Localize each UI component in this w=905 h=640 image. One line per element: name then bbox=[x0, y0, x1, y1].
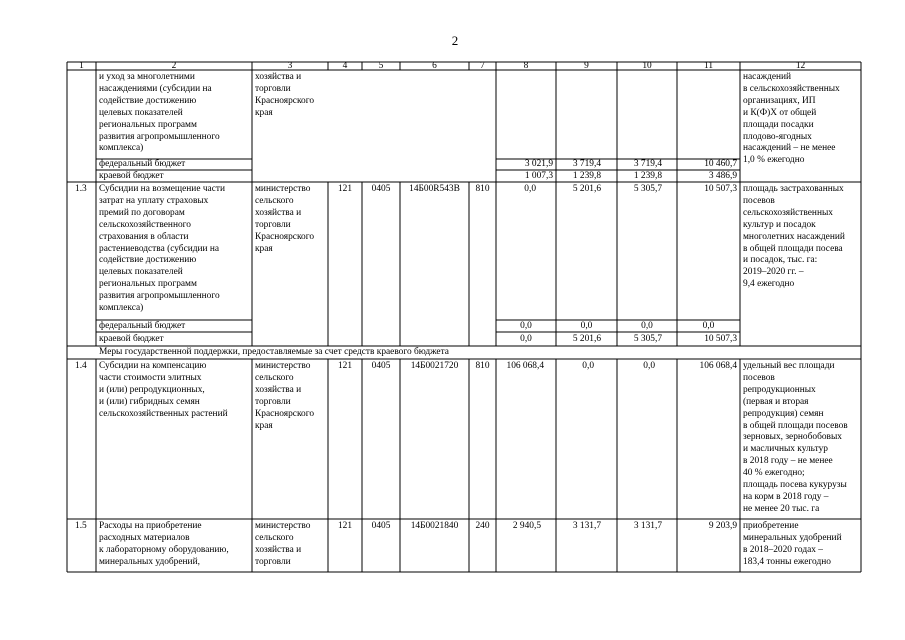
vr-code: 240 bbox=[475, 521, 490, 531]
program-name: Субсидии на компенсацию части стоимости элитных и (или) репродукционных, и (или) гибридных семян сельскохозяйственных растений bbox=[99, 361, 228, 419]
federal-2019: 0,0 bbox=[520, 321, 532, 331]
regional-2019: 0,0 bbox=[520, 334, 532, 344]
column-number: 11 bbox=[703, 61, 714, 71]
column-number: 5 bbox=[378, 61, 384, 71]
amount-2019: 2 940,5 bbox=[512, 521, 541, 531]
responsible-agency: министерство сельского хозяйства и торговли Красноярского края bbox=[255, 361, 315, 431]
column-number: 2 bbox=[171, 61, 177, 71]
regional-budget-label: краевой бюджет bbox=[99, 171, 164, 181]
amount-total: 106 068,4 bbox=[699, 361, 737, 371]
row-number: 1.4 bbox=[75, 361, 87, 371]
federal-2020: 0,0 bbox=[580, 321, 593, 331]
responsible-agency: министерство сельского хозяйства и торговли bbox=[255, 521, 311, 567]
amount-total: 10 507,3 bbox=[704, 184, 737, 194]
responsible-agency: министерство сельского хозяйства и торговли Красноярского края bbox=[255, 184, 315, 254]
federal-2021: 3 719,4 bbox=[633, 159, 662, 169]
federal-2020: 3 719,4 bbox=[572, 159, 601, 169]
program-name: и уход за многолетними насаждениями (субсидии на содействие достижению целевых показателей региональных программ развития агропромышленного комплекса) bbox=[99, 72, 220, 154]
regional-2020: 5 201,6 bbox=[572, 334, 601, 344]
regional-total: 3 486,9 bbox=[708, 171, 737, 181]
regional-2021: 1 239,8 bbox=[633, 171, 662, 181]
column-number: 9 bbox=[584, 61, 589, 71]
amount-2021: 0,0 bbox=[643, 361, 655, 371]
regional-budget-label: краевой бюджет bbox=[99, 334, 164, 344]
result-indicator: насаждений в сельскохозяйственных организациях, ИП и К(Ф)Х от общей площади посадки плодово-ягодных насаждений – не менее 1,0 % ежегодно bbox=[743, 72, 840, 166]
federal-total: 10 460,7 bbox=[704, 159, 737, 169]
result-indicator: площадь застрахованных посевов сельскохозяйственных культур и посадок многолетних насаждений в общей площади посева и посадок, тыс. га: 2019–2020 гг. – 9,4 ежегодно bbox=[743, 184, 845, 290]
column-number: 6 bbox=[432, 61, 437, 71]
rzpr-code: 0405 bbox=[371, 184, 391, 194]
amount-total: 9 203,9 bbox=[708, 521, 737, 531]
regional-2021: 5 305,7 bbox=[633, 334, 662, 344]
regional-2019: 1 007,3 bbox=[524, 171, 553, 181]
amount-2021: 3 131,7 bbox=[633, 521, 662, 531]
page-number: 2 bbox=[451, 33, 459, 48]
amount-2019: 0,0 bbox=[524, 184, 536, 194]
result-indicator: удельный вес площади посевов репродукционных (первая и вторая репродукция) семян в общей площади посевов зерновых, зернобобовых и масличных культур в 2018 году – не менее 40 % ежегодно; площадь посева кукурузы на корм в 2018 году – не менее 20 тыс. га bbox=[743, 361, 848, 514]
column-number: 3 bbox=[287, 61, 293, 71]
federal-2019: 3 021,9 bbox=[524, 159, 553, 169]
grbs-code: 121 bbox=[337, 521, 353, 531]
row-number: 1.5 bbox=[75, 521, 87, 531]
rzpr-code: 0405 bbox=[371, 361, 391, 371]
csr-code: 14Б0021840 bbox=[410, 521, 459, 531]
amount-2019: 106 068,4 bbox=[506, 361, 544, 371]
vr-code: 810 bbox=[475, 361, 490, 371]
amount-2020: 3 131,7 bbox=[572, 521, 601, 531]
vr-code: 810 bbox=[475, 184, 490, 194]
column-number: 7 bbox=[480, 61, 485, 71]
federal-total: 0,0 bbox=[702, 321, 715, 331]
amount-2021: 5 305,7 bbox=[633, 184, 662, 194]
program-name: Расходы на приобретение расходных материалов к лабораторному оборудованию, минеральных удобрений, bbox=[99, 521, 229, 567]
rzpr-code: 0405 bbox=[371, 521, 391, 531]
csr-code: 14Б00R543В bbox=[409, 184, 460, 194]
column-number: 10 bbox=[642, 61, 652, 71]
amount-2020: 5 201,6 bbox=[572, 184, 601, 194]
regional-2020: 1 239,8 bbox=[572, 171, 601, 181]
federal-budget-label: федеральный бюджет bbox=[99, 159, 186, 169]
program-name: Субсидии на возмещение части затрат на уплату страховых премий по договорам сельскохозяйственного страхования в области растениеводства (субсидии на содействие достижению целевых показателей региональных программ развития агропромышленного комплекса) bbox=[99, 184, 225, 314]
responsible-agency: хозяйства и торговли Красноярского края bbox=[255, 72, 315, 118]
row-number: 1.3 bbox=[75, 184, 87, 194]
result-indicator: приобретение минеральных удобрений в 2018–2020 годах – 183,4 тонны ежегодно bbox=[743, 521, 842, 567]
grbs-code: 121 bbox=[337, 361, 353, 371]
grbs-code: 121 bbox=[337, 184, 353, 194]
section-title: Меры государственной поддержки, предоставляемые за счет средств краевого бюджета bbox=[99, 347, 449, 357]
column-number: 12 bbox=[795, 61, 806, 71]
column-number: 4 bbox=[342, 61, 348, 71]
column-number: 1 bbox=[79, 61, 84, 71]
federal-2021: 0,0 bbox=[641, 321, 653, 331]
amount-2020: 0,0 bbox=[582, 361, 594, 371]
regional-total: 10 507,3 bbox=[704, 334, 737, 344]
csr-code: 14Б0021720 bbox=[410, 361, 459, 371]
column-number: 8 bbox=[523, 61, 529, 71]
federal-budget-label: федеральный бюджет bbox=[99, 321, 186, 331]
